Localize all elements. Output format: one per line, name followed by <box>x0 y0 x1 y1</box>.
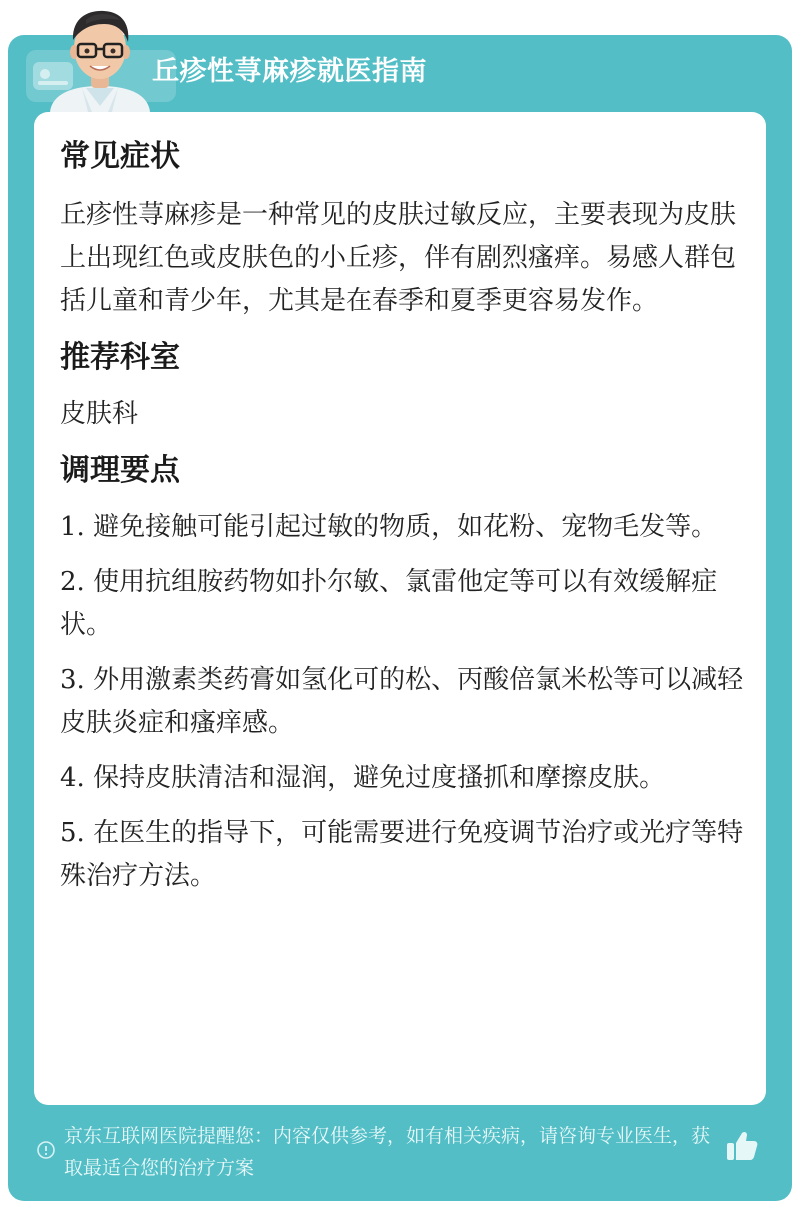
department-text: 皮肤科 <box>60 399 139 429</box>
info-icon <box>36 1140 56 1160</box>
doctor-avatar <box>42 2 158 112</box>
department-title: 推荐科室 <box>60 340 180 375</box>
list-item-text: 使用抗组胺药物如扑尔敏、氯雷他定等可以有效缓解症状。 <box>60 567 718 640</box>
care-title: 调理要点 <box>60 453 180 488</box>
list-item-text: 避免接触可能引起过敏的物质，如花粉、宠物毛发等。 <box>93 512 718 542</box>
care-list <box>60 506 744 898</box>
list-item <box>60 561 744 647</box>
list-item-number: 1. <box>60 512 85 542</box>
symptoms-title: 常见症状 <box>60 139 180 174</box>
list-item-text: 保持皮肤清洁和湿润，避免过度搔抓和摩擦皮肤。 <box>93 763 666 793</box>
list-item <box>60 506 744 549</box>
thumbs-up-icon[interactable] <box>724 1128 760 1164</box>
list-item-number: 4. <box>60 763 85 793</box>
list-item <box>60 757 744 800</box>
content-body <box>60 134 744 910</box>
page-title: 丘疹性荨麻疹就医指南 <box>152 56 427 87</box>
disclaimer-text: 京东互联网医院提醒您：内容仅供参考，如有相关疾病，请咨询专业医生，获取最适合您的治疗方案 <box>64 1125 711 1179</box>
list-item <box>60 659 744 745</box>
list-item-number: 3. <box>60 665 85 695</box>
list-item-number: 5. <box>60 818 85 848</box>
list-item <box>60 812 744 898</box>
list-item-text: 在医生的指导下，可能需要进行免疫调节治疗或光疗等特殊治疗方法。 <box>60 818 744 891</box>
list-item-text: 外用激素类药膏如氢化可的松、丙酸倍氯米松等可以减轻皮肤炎症和瘙痒感。 <box>60 665 744 738</box>
list-item-number: 2. <box>60 567 85 597</box>
symptoms-text: 丘疹性荨麻疹是一种常见的皮肤过敏反应，主要表现为皮肤上出现红色或皮肤色的小丘疹，伴有剧烈瘙痒。易感人群包括儿童和青少年，尤其是在春季和夏季更容易发作。 <box>60 200 737 316</box>
content-card <box>34 112 766 1105</box>
